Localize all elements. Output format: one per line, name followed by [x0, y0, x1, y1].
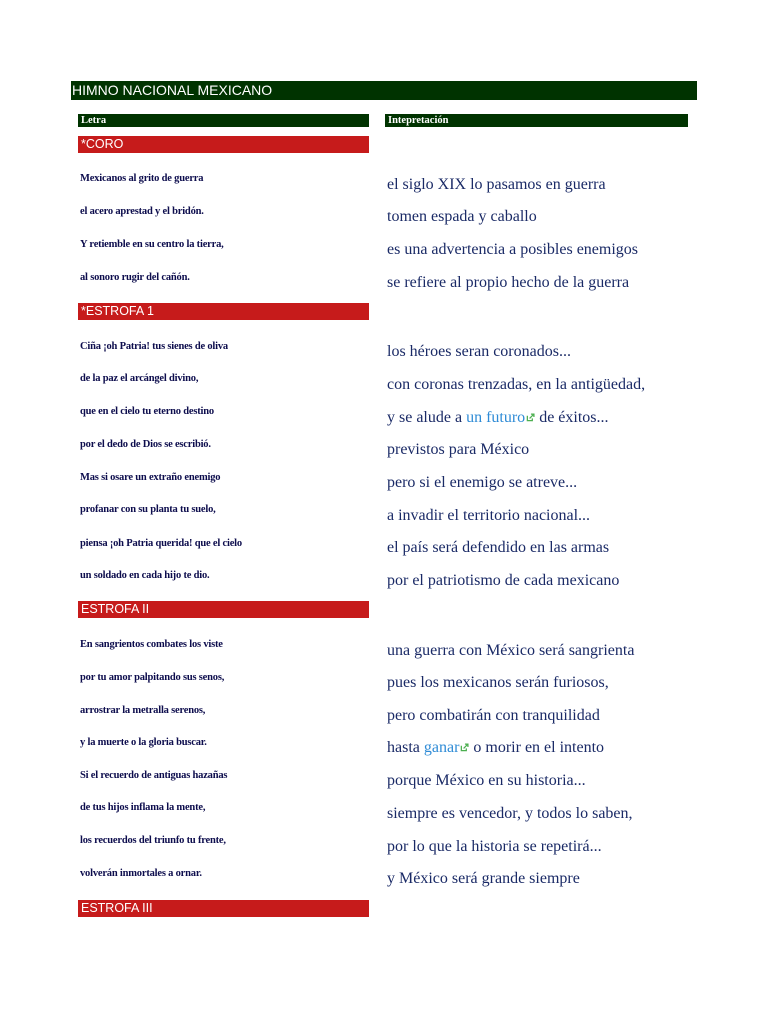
- interpretation-text: de éxitos...: [535, 409, 609, 426]
- interpretation-line: con coronas trenzadas, en la antigüedad,: [387, 376, 646, 393]
- interpretation-line: pero combatirán con tranquilidad: [387, 707, 600, 724]
- lyric-line: Mas si osare un extraño enemigo: [80, 472, 221, 483]
- interpretation-line: una guerra con México será sangrienta: [387, 642, 635, 659]
- interpretation-line: pero si el enemigo se atreve...: [387, 474, 578, 491]
- link-text: ganar: [423, 739, 460, 756]
- lyric-line: por el dedo de Dios se escribió.: [80, 439, 211, 450]
- external-link-icon: [526, 413, 535, 422]
- section-header-coro: *CORO: [78, 136, 369, 153]
- interpretation-text: o morir en el intento: [469, 739, 605, 756]
- lyric-line: de la paz el arcángel divino,: [80, 373, 199, 384]
- interpretation-line: por el patriotismo de cada mexicano: [387, 572, 620, 589]
- lyric-line: Ciña ¡oh Patria! tus sienes de oliva: [80, 341, 228, 352]
- lyric-line: piensa ¡oh Patria querida! que el cielo: [80, 538, 242, 549]
- lyric-line: arrostrar la metralla serenos,: [80, 705, 206, 716]
- lyric-line: Y retiemble en su centro la tierra,: [80, 239, 224, 250]
- lyric-line: volverán inmortales a ornar.: [80, 868, 202, 879]
- interpretation-line: [387, 408, 757, 428]
- interpretation-line: previstos para México: [387, 441, 530, 458]
- interpretation-line: pues los mexicanos serán furiosos,: [387, 674, 609, 691]
- interpretation-line: se refiere al propio hecho de la guerra: [387, 274, 630, 291]
- lyric-line: Mexicanos al grito de guerra: [80, 173, 204, 184]
- interpretacion-column-header: Intepretación: [385, 114, 688, 127]
- interpretation-line: el siglo XIX lo pasamos en guerra: [387, 176, 606, 193]
- lyric-line: y la muerte o la gloria buscar.: [80, 737, 207, 748]
- document-title: HIMNO NACIONAL MEXICANO: [71, 81, 697, 100]
- interpretation-line: a invadir el territorio nacional...: [387, 507, 591, 524]
- lyric-line: que en el cielo tu eterno destino: [80, 406, 214, 417]
- lyric-line: Si el recuerdo de antiguas hazañas: [80, 770, 228, 781]
- ganar-link[interactable]: [424, 739, 470, 756]
- interpretation-line: es una advertencia a posibles enemigos: [387, 241, 639, 258]
- lyric-line: En sangrientos combates los viste: [80, 639, 223, 650]
- interpretation-line: tomen espada y caballo: [387, 208, 537, 225]
- interpretation-line: siempre es vencedor, y todos lo saben,: [387, 805, 633, 822]
- lyric-line: de tus hijos inflama la mente,: [80, 802, 206, 813]
- section-header-estrofa-1: *ESTROFA 1: [78, 303, 369, 320]
- interpretation-line: y México será grande siempre: [387, 870, 580, 887]
- lyric-line: el acero aprestad y el bridón.: [80, 206, 204, 217]
- link-text: un futuro: [466, 409, 526, 426]
- un-futuro-link[interactable]: [466, 409, 535, 426]
- interpretation-line: [387, 738, 757, 758]
- interpretation-line: porque México en su historia...: [387, 772, 586, 789]
- lyric-line: profanar con su planta tu suelo,: [80, 504, 216, 515]
- interpretation-line: el país será defendido en las armas: [387, 539, 610, 556]
- interpretation-text: hasta: [387, 739, 424, 756]
- lyric-line: por tu amor palpitando sus senos,: [80, 672, 225, 683]
- interpretation-line: los héroes seran coronados...: [387, 343, 571, 360]
- section-header-estrofa-3: ESTROFA III: [78, 900, 369, 917]
- section-header-estrofa-2: ESTROFA II: [78, 601, 369, 618]
- letra-column-header: Letra: [78, 114, 369, 127]
- interpretation-text: y se alude a: [387, 409, 467, 426]
- lyric-line: al sonoro rugir del cañón.: [80, 272, 190, 283]
- lyric-line: un soldado en cada hijo te dio.: [80, 570, 210, 581]
- lyric-line: los recuerdos del triunfo tu frente,: [80, 835, 226, 846]
- interpretation-line: por lo que la historia se repetirá...: [387, 838, 602, 855]
